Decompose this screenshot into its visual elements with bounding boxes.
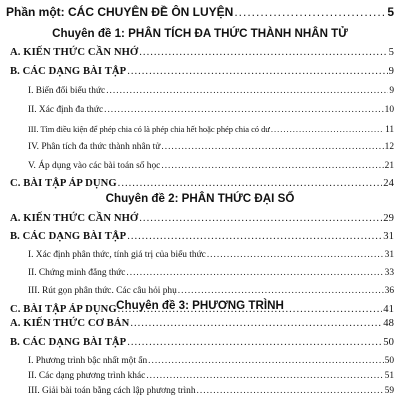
- toc-page-number: 59: [384, 386, 394, 396]
- toc-item-label: III. Tìm điều kiện để phép chia có là phép chia hết hoặc phép chia có dư: [28, 124, 270, 134]
- chapter-title: Chuyên đề 2: PHÂN THỨC ĐẠI SỐ: [105, 192, 295, 205]
- toc-item-row: [28, 371, 394, 381]
- toc-section-label: A. KIẾN THỨC CẦN NHỚ: [10, 47, 139, 58]
- toc-section-row: [10, 337, 394, 348]
- toc-page-number: 50: [383, 337, 394, 348]
- toc-item-row: [28, 356, 394, 366]
- toc-page-number: 31: [384, 250, 394, 260]
- toc-section-label: A. KIẾN THỨC CƠ BẢN: [10, 318, 130, 329]
- toc-section-row: [10, 178, 394, 189]
- toc-item-label: III. Rút gọn phân thức. Các câu hỏi phụ: [28, 286, 177, 296]
- toc-item-row: [28, 286, 394, 296]
- toc-section-row: [10, 66, 394, 77]
- toc-page-number: 41: [383, 304, 394, 315]
- toc-page-number: 33: [384, 268, 394, 278]
- toc-leader: [139, 213, 382, 224]
- toc-item-label: V. Áp dụng vào các bài toán số học: [28, 161, 161, 171]
- toc-page-number: 29: [383, 213, 394, 224]
- toc-leader: [139, 47, 387, 58]
- toc-section-label: A. KIẾN THỨC CẦN NHỚ: [10, 213, 139, 224]
- toc-leader: [161, 142, 383, 152]
- toc-page-number: 51: [384, 371, 394, 381]
- toc-section-label: B. CÁC DẠNG BÀI TẬP: [10, 337, 127, 348]
- toc-item-label: I. Xác định phân thức, tính giá trị của biểu thức: [28, 250, 206, 260]
- toc-leader: [104, 105, 384, 115]
- toc-section-label: C. BÀI TẬP ÁP DỤNG: [10, 304, 117, 315]
- toc-item-row: [28, 268, 394, 278]
- toc-leader: [197, 386, 384, 396]
- toc-item-label: II. Xác định đa thức: [28, 105, 104, 115]
- toc-item-label: IV. Phân tích đa thức thành nhân tử: [28, 142, 161, 152]
- toc-leader: [178, 286, 384, 296]
- chapter-title: Chuyên đề 1: PHÂN TÍCH ĐA THỨC THÀNH NHÂN TỬ: [52, 27, 348, 40]
- toc-item-label: II. Chứng minh đẳng thức: [28, 268, 126, 278]
- toc-leader: [271, 124, 384, 134]
- toc-item-label: III. Giải bài toán bằng cách lập phương trình: [28, 386, 196, 396]
- toc-item-row: [28, 142, 394, 152]
- toc-item-row: [28, 386, 394, 396]
- toc-section-row: [10, 231, 394, 242]
- toc-section-label: C. BÀI TẬP ÁP DỤNG: [10, 178, 117, 189]
- toc-leader: [148, 356, 383, 366]
- toc-leader: [118, 178, 383, 189]
- toc-page-number: 48: [383, 318, 394, 329]
- toc-page-number: 24: [383, 178, 394, 189]
- toc-page-number: 5: [388, 47, 394, 58]
- toc-leader: [130, 318, 382, 329]
- toc-leader: [127, 231, 382, 242]
- toc-leader: [106, 86, 388, 96]
- chapter-title: Chuyên đề 3: PHƯƠNG TRÌNH: [116, 299, 284, 312]
- toc-leader: [234, 5, 386, 19]
- toc-item-row: [28, 86, 394, 96]
- toc-page-number: 9: [388, 66, 394, 77]
- toc-item-row: [28, 250, 394, 260]
- toc-part-row: [6, 5, 394, 19]
- toc-page-number: 11: [385, 125, 394, 135]
- toc-leader: [161, 161, 383, 171]
- toc-leader: [207, 250, 384, 260]
- toc-page-number: 10: [384, 105, 394, 115]
- toc-page-number: 31: [383, 231, 394, 242]
- toc-page-number: 5: [387, 5, 394, 19]
- toc-section-row: [10, 47, 394, 58]
- toc-section-row: [10, 213, 394, 224]
- toc-item-row: [28, 105, 394, 115]
- toc-page-number: 36: [384, 286, 394, 296]
- toc-leader: [146, 371, 383, 381]
- toc-item-label: II. Các dạng phương trình khác: [28, 371, 146, 381]
- toc-section-label: B. CÁC DẠNG BÀI TẬP: [10, 231, 127, 242]
- toc-part-title: Phần một: CÁC CHUYÊN ĐỀ ÔN LUYỆN: [6, 5, 234, 19]
- toc-section-row: [10, 318, 394, 329]
- toc-leader: [127, 66, 387, 77]
- toc-section-label: B. CÁC DẠNG BÀI TẬP: [10, 66, 127, 77]
- toc-item-row: [28, 161, 394, 171]
- toc-leader: [126, 268, 383, 278]
- toc-page-number: 9: [389, 86, 394, 96]
- toc-page-number: 50: [384, 356, 394, 366]
- toc-page-number: 12: [384, 142, 394, 152]
- toc-leader: [127, 337, 382, 348]
- toc-item-label: I. Phương trình bậc nhất một ẩn: [28, 356, 148, 366]
- toc-page-number: 21: [384, 161, 394, 171]
- toc-item-label: I. Biến đổi biểu thức: [28, 86, 106, 96]
- toc-item-row: [28, 124, 394, 135]
